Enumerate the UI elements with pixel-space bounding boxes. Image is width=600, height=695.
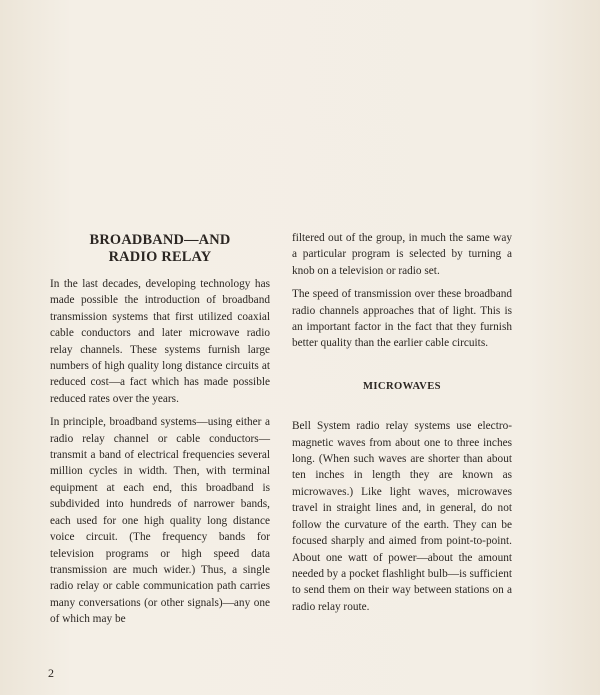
body-paragraph-4: The speed of transmission over these broadband radio channels approaches that of light. This is an important factor in the fact that they furnish better quality than the earlier cable circuits. bbox=[292, 288, 512, 350]
left-column bbox=[50, 232, 270, 635]
title-line-1: BROADBAND—AND bbox=[89, 232, 231, 248]
right-column bbox=[292, 230, 512, 622]
body-paragraph-5: Bell System radio relay systems use electro-magnetic waves from about one to three inches long. (When such waves are shorter than about ten inches in length they are known as microwaves.) Like light waves, microwaves travel in straight lines and, in general, do not follow the curvature of the earth. They can be focused sharply and aimed from point-to-point. About one watt of power—about the amount needed by a pocket flashlight bulb—is sufficient to send them on their way between stations on a radio relay route. bbox=[292, 420, 512, 613]
body-paragraph-2: In principle, broadband systems—using either a radio relay channel or cable conductors—transmit a band of electrical frequencies several million cycles in width. Then, with terminal equipment at each end, this broadband is subdivided into hundreds of narrower bands, each used for one high quality long distance voice circuit. (The frequency bands for television programs or high speed data transmission are much wider.) Thus, a single radio relay or cable communication path carries many conversations (or other signals)—any one of which may be bbox=[50, 416, 270, 626]
subheading-microwaves: MICROWAVES bbox=[363, 380, 441, 392]
page-number: 2 bbox=[48, 666, 54, 680]
section-title bbox=[50, 232, 270, 266]
body-paragraph-3: filtered out of the group, in much the same way a particular program is selected by turning a knob on a television or radio set. bbox=[292, 232, 512, 277]
body-paragraph-1: In the last decades, developing technology has made possible the introduction of broadband transmission systems that first utilized coaxial cable conductors and later microwave radio relay channels. These systems furnish large numbers of high quality long distance circuits at reduced cost—a fact which has made possible reduced rates over the years. bbox=[50, 278, 270, 405]
title-line-2: RADIO RELAY bbox=[108, 249, 212, 265]
